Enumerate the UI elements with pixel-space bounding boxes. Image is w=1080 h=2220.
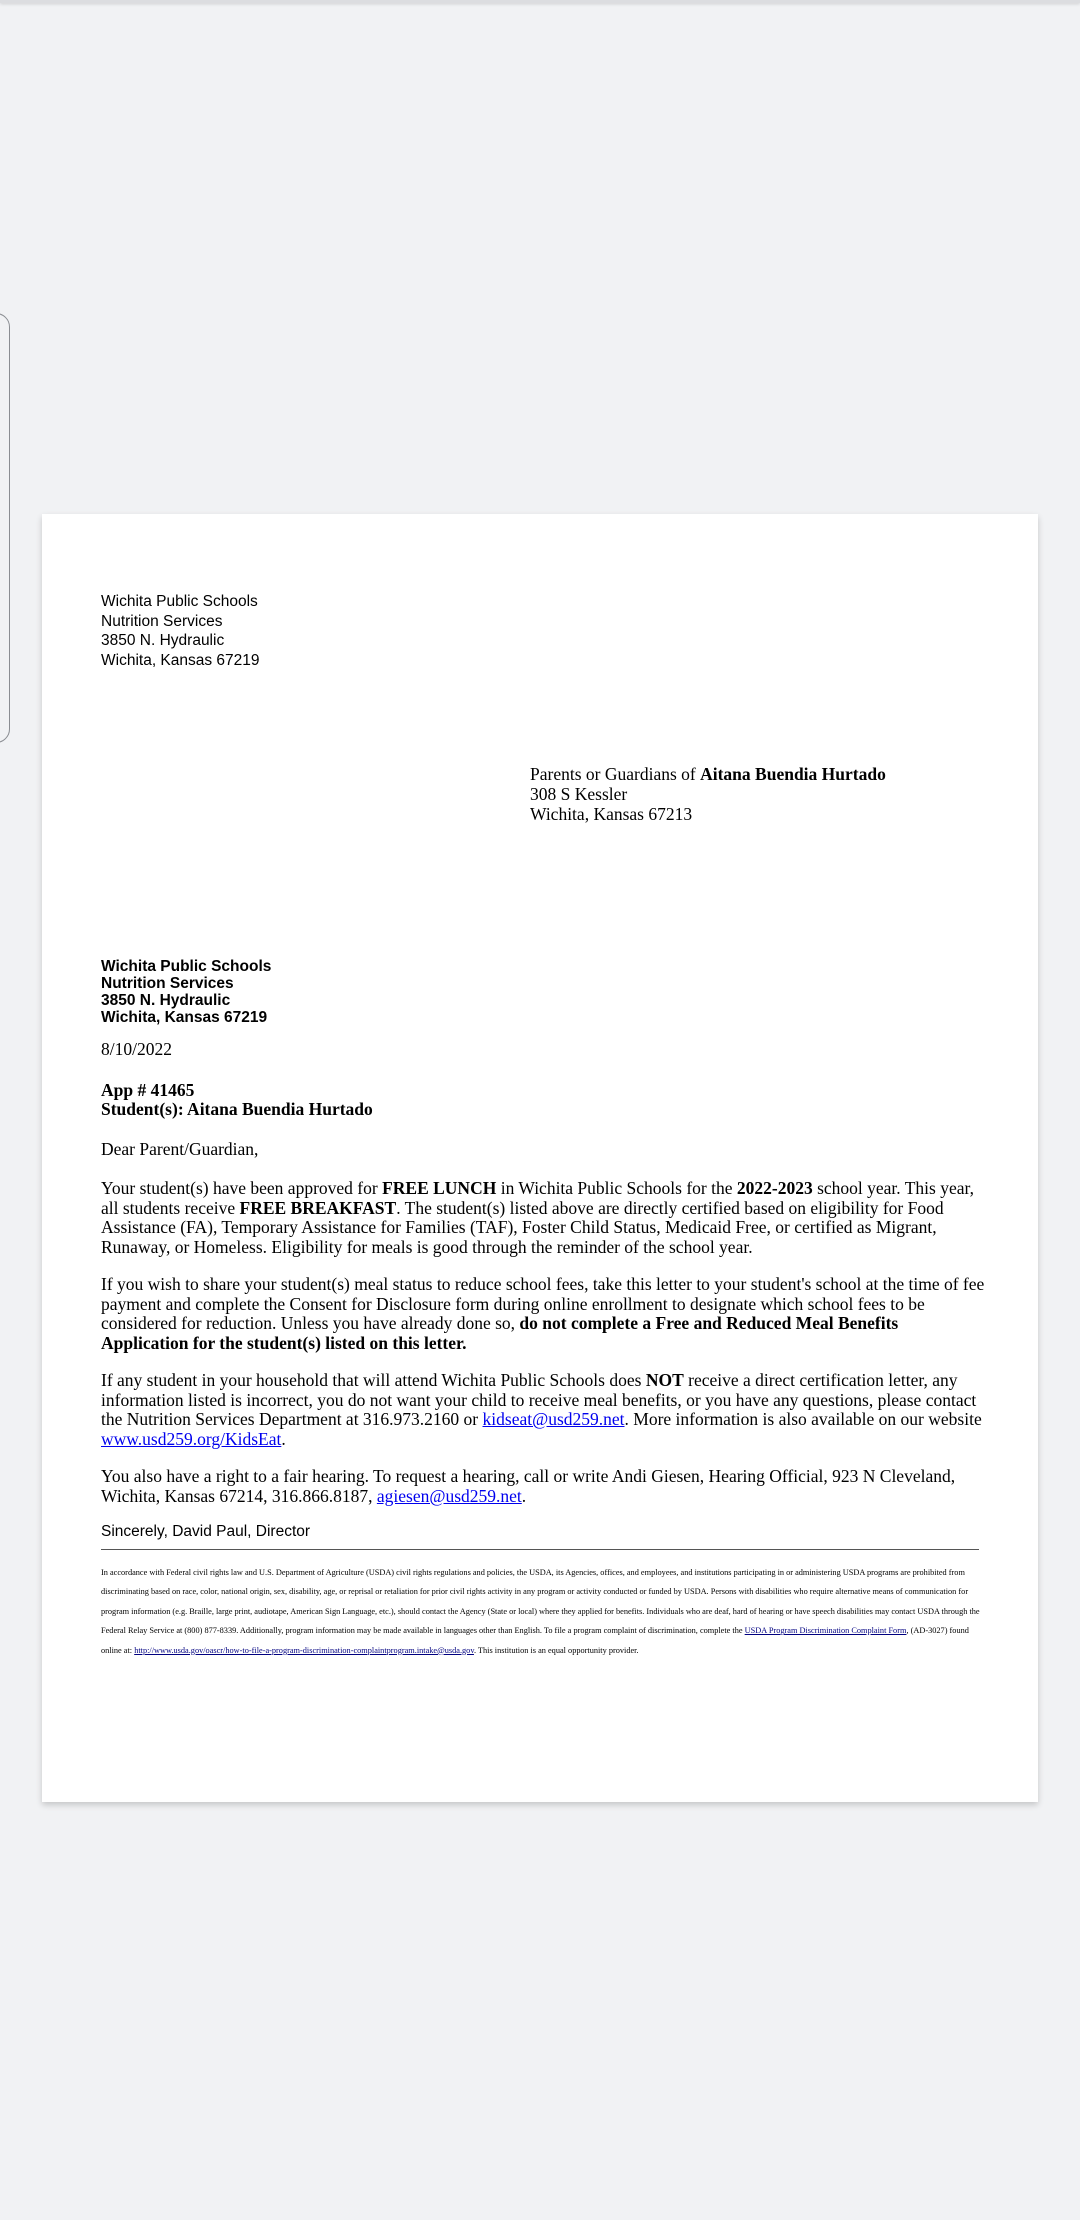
- free-lunch-text: FREE LUNCH: [382, 1178, 497, 1198]
- text: .: [281, 1428, 286, 1449]
- paragraph-fees: [101, 1275, 985, 1353]
- paragraph-hearing: [101, 1467, 985, 1506]
- text: You also have a right to a fair hearing. To request a hearing, call or write Andi Giesen, Hearing Official, 923 N Cleveland, Wichita, Kansas 67214, 316.866.8187,: [101, 1466, 956, 1506]
- sender-line: Wichita Public Schools: [101, 593, 258, 610]
- divider: [101, 1549, 979, 1550]
- kidseat-website-link[interactable]: www.usd259.org/KidsEat: [101, 1428, 282, 1449]
- document-page: [42, 514, 1038, 1802]
- recipient-line: [530, 764, 886, 784]
- sender-line: Wichita, Kansas 67219: [101, 651, 260, 669]
- text: . This institution is an equal opportunity provider.: [473, 1645, 639, 1655]
- text: If any student in your household that will attend Wichita Public Schools does: [101, 1370, 646, 1390]
- text: .: [521, 1485, 527, 1506]
- kidseat-email-link[interactable]: kidseat@usd259.net: [482, 1409, 625, 1429]
- paragraph-approval: [101, 1179, 985, 1257]
- viewer-top-bar: [0, 0, 1080, 3]
- text: receive a direct certification letter, any information listed is incorrect, you do not want your child to receive meal benefits, or you have any questions, please contact the Nutrition Services Department at 316.973.2160 or: [101, 1370, 977, 1429]
- text: If you wish to share your student(s) meal status to reduce school fees, take this letter to your student's school at the time of fee payment and complete the Consent for Disclosure form during online enrollment to designate which school fees to be considered for reduction. Unless you have already done so,: [101, 1274, 985, 1333]
- sender-address: [101, 592, 260, 670]
- return-line: Nutrition Services: [101, 975, 234, 992]
- recipient-prefix: Parents or Guardians of: [530, 764, 701, 784]
- text: Your student(s) have been approved for: [101, 1178, 383, 1198]
- return-line: Wichita Public Schools: [101, 958, 272, 975]
- usda-complaint-url-link[interactable]: http://www.usda.gov/oascr/how-to-file-a-program-discrimination-complaint: [134, 1645, 387, 1655]
- school-year-text: 2022-2023: [736, 1178, 813, 1198]
- text: . More information is also available on our website: [624, 1409, 982, 1429]
- nondiscrimination-statement: [101, 1563, 981, 1660]
- text: school year. This year, all students receive: [101, 1178, 974, 1218]
- program-intake-email-link[interactable]: program.intake@usda.gov: [386, 1645, 474, 1655]
- recipient-address: [530, 764, 886, 824]
- text: . The student(s) listed above are directly certified based on eligibility for Food Assistance (FA), Temporary Assistance for Families (TAF), Foster Child Status, Medicaid Free, or certified as Migrant, Runaway, or Homeless. Eligibility for meals is good through the reminder of the school year.: [101, 1197, 944, 1257]
- paragraph-contact: [101, 1371, 985, 1449]
- return-line: 3850 N. Hydraulic: [101, 992, 231, 1009]
- sender-line: Nutrition Services: [101, 612, 223, 630]
- text: In accordance with Federal civil rights law and U.S. Department of Agriculture (USDA) civil rights regulations and policies, the USDA, its Agencies, offices, and employees, and institutions participating in or administering USDA programs are prohibited from discriminating based on race, color, national origin, sex, disability, age, or reprisal or retaliation for prior civil rights activity in any program or activity conducted or funded by USDA. Persons with disabilities who require alternative means of communication for program information (e.g. Braille, large print, audiotape, American Sign Language, etc.), should contact the Agency (State or local) where they applied for benefits. Individuals who are deaf, hard of hearing or have speech disabilities may contact USDA through the Federal Relay Service at (800) 877-8339. Additionally, program information may be made available in languages other than English. To file a program complaint of discrimination, complete the: [101, 1568, 980, 1636]
- hearing-email-link[interactable]: agiesen@usd259.net: [376, 1485, 522, 1506]
- recipient-name: Aitana Buendia Hurtado: [700, 764, 886, 784]
- return-address: [101, 958, 271, 1026]
- sidebar-toggle-tab[interactable]: [0, 313, 10, 743]
- text: in Wichita Public Schools for the: [496, 1178, 737, 1198]
- free-breakfast-text: FREE BREAKFAST: [239, 1197, 397, 1218]
- not-text: NOT: [645, 1370, 684, 1390]
- return-line: Wichita, Kansas 67219: [101, 1009, 268, 1026]
- signature: Sincerely, David Paul, Director: [101, 1523, 311, 1540]
- greeting: Dear Parent/Guardian,: [101, 1138, 259, 1159]
- do-not-complete-text: do not complete a Free and Reduced Meal Benefits Application for the student(s) listed on this letter.: [101, 1313, 899, 1353]
- text: , (AD-3027) found online at:: [101, 1626, 969, 1655]
- letter-date: 8/10/2022: [101, 1039, 172, 1059]
- students-line: Student(s): Aitana Buendia Hurtado: [101, 1099, 373, 1119]
- app-number: App # 41465: [101, 1079, 195, 1100]
- letter-body: [101, 1040, 985, 1524]
- complaint-form-link[interactable]: USDA Program Discrimination Complaint Form: [744, 1626, 907, 1636]
- recipient-street: 308 S Kessler: [530, 784, 628, 804]
- recipient-city: Wichita, Kansas 67213: [530, 804, 693, 824]
- sender-line: 3850 N. Hydraulic: [101, 632, 225, 649]
